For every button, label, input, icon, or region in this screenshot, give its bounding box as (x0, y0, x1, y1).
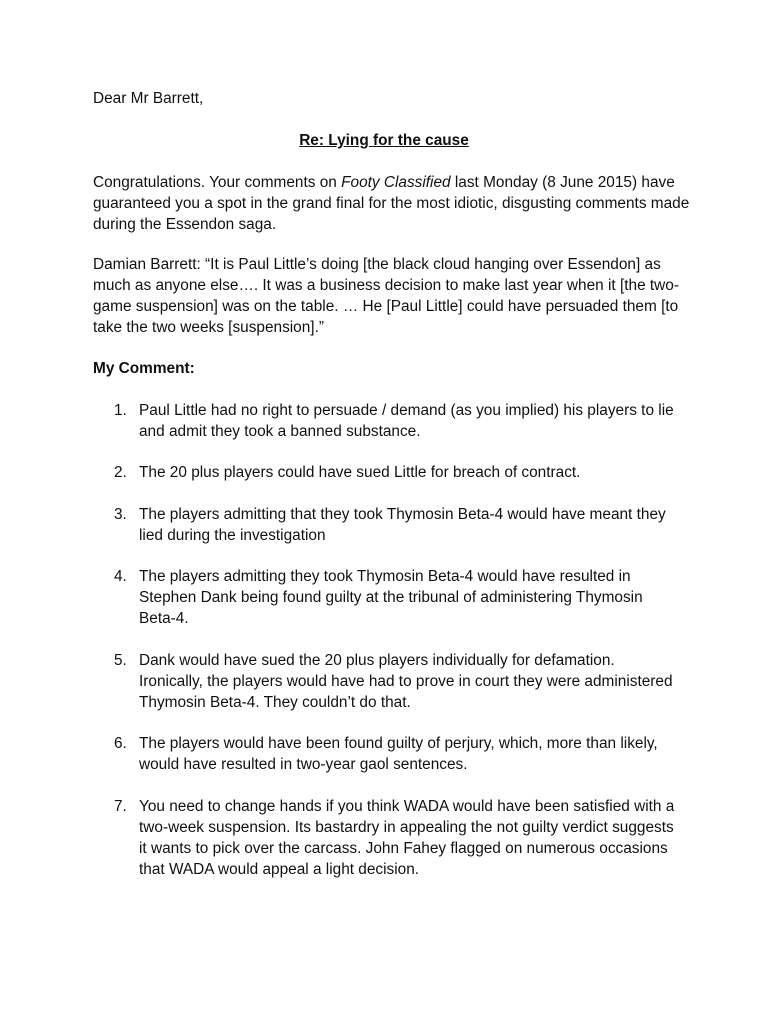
list-item-text: Dank would have sued the 20 plus players individually for defamation. Ironically, the players would have had to prove in court they were administered Thymosin Beta-4. They couldn’t do that. (139, 652, 673, 711)
salutation: Dear Mr Barrett, (93, 90, 204, 107)
list-item-text: Paul Little had no right to persuade / demand (as you implied) his players to lie and admit they took a banned substance. (139, 402, 674, 440)
list-item-text: The players admitting they took Thymosin Beta-4 would have resulted in Stephen Dank being found guilty at the tribunal of administering Thymosin Beta-4. (139, 568, 643, 627)
list-item-number: 7. (114, 798, 127, 815)
list-item-text: The players would have been found guilty of perjury, which, more than likely, would have resulted in two-year gaol sentences. (139, 735, 658, 773)
subject-line: Re: Lying for the cause (299, 132, 469, 149)
list-item-number: 6. (114, 735, 127, 752)
comment-heading: My Comment: (93, 360, 195, 377)
opening-text-end: last Monday (8 June 2015) have guaranteed you a spot in the grand final for the most idiotic, disgusting comments made during the Essendon saga. (93, 174, 690, 233)
opening-text-start: Congratulations. Your comments on (93, 174, 342, 191)
list-item-number: 2. (114, 464, 127, 481)
list-item-text: You need to change hands if you think WADA would have been satisfied with a two-week suspension. Its bastardry in appealing the not guilty verdict suggests it wants to pick over the carcass. John Fahey flagged on numerous occasions that WADA would appeal a light decision. (139, 798, 675, 878)
show-title: Footy Classified (341, 174, 451, 191)
list-item-text: The 20 plus players could have sued Little for breach of contract. (139, 464, 581, 481)
list-item-number: 1. (114, 402, 127, 419)
opening-paragraph (93, 172, 693, 235)
list-item-number: 4. (114, 568, 127, 585)
list-item-number: 5. (114, 652, 127, 669)
list-item-number: 3. (114, 506, 127, 523)
quote-paragraph: Damian Barrett: “It is Paul Little’s doing [the black cloud hanging over Essendon] as much as anyone else…. It was a business decision to make last year when it [the two-game suspension] was on the table. … He [Paul Little] could have persuaded them [to take the two weeks [suspension].” (93, 256, 679, 336)
list-item-text: The players admitting that they took Thymosin Beta-4 would have meant they lied during the investigation (139, 506, 666, 544)
